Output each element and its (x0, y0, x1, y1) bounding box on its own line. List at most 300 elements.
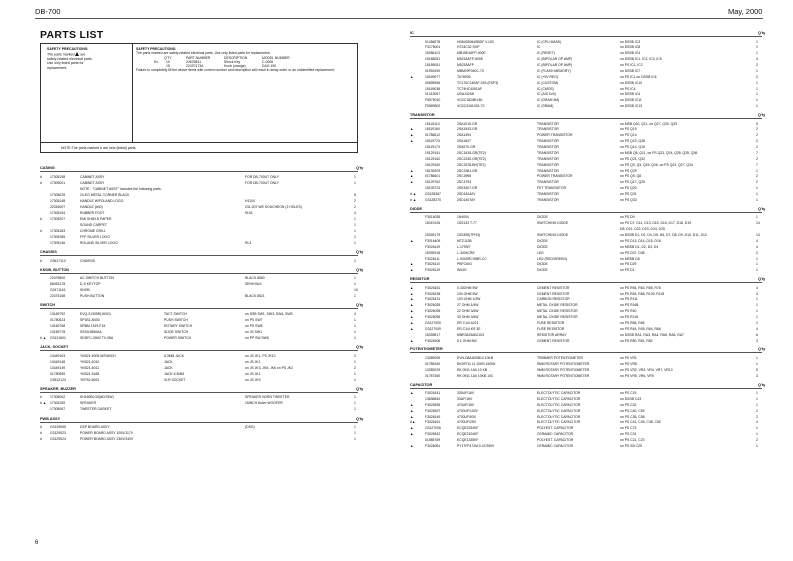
cell-part-number: G3121601 (50, 336, 66, 341)
section-qty-head: Q'ty (758, 347, 766, 352)
cell-description: 6.3MM JACK (164, 353, 184, 358)
cell-qty: 1 (756, 68, 758, 73)
table-row (410, 373, 762, 379)
cell-location: on DSSB IC1, IC2, IC3, IC5 (620, 57, 662, 62)
cell-part-number: 15169077 (425, 74, 441, 79)
cell-mark: ▲ (410, 268, 414, 273)
cell-qty: 1 (354, 377, 356, 382)
cell-location: on SSB SW1, SW3, SW4, SW5 (245, 311, 293, 316)
cell-description: CEMENT RESISTOR (537, 285, 570, 290)
cell-description: SLIDE SWITCH (164, 330, 189, 334)
cell-description: CHASSIS (80, 258, 95, 263)
cell-location: on PS VR2, VR3, VR4, VR7, VR10 (620, 367, 673, 372)
cell-spec: 2SC1815-GR(TE2) (457, 150, 486, 155)
table-row (410, 267, 762, 273)
cell-qty: 2 (756, 156, 758, 161)
cell-description: LED (RED/GREEN) (537, 256, 567, 261)
cell-spec: 1SS355(TPH3) (457, 233, 480, 238)
cell-qty: 1 (756, 168, 758, 173)
cell-qty: 4 (756, 420, 758, 425)
cell-part-number: F3026119 (425, 268, 441, 273)
cell-mark: # (40, 174, 42, 179)
cell-qty: 1 (756, 80, 758, 85)
cell-qty: 1 (756, 355, 758, 360)
cell-part-number: 15119173 (425, 145, 440, 150)
cell-qty: 1 (756, 396, 758, 401)
cell-location: on PS C41, C45, C48, C50 (620, 420, 661, 425)
section-name: SWITCH (40, 303, 55, 308)
cell-qty: 4 (756, 244, 758, 249)
cell-part-number: 13449149 (50, 365, 66, 370)
cell-part-number: 13289229 (425, 367, 441, 372)
cell-mark: #▲ (410, 420, 416, 425)
cell-description: RUBBER FOOT (80, 210, 105, 215)
cell-location: on PS R40 (620, 309, 637, 314)
cell-part-number: 13169778 (50, 330, 66, 334)
cell-qty: 2 (756, 133, 758, 138)
cell-spec: PY17FF472M,0.47/250V (457, 443, 495, 448)
cell-qty: 2 (756, 63, 758, 68)
cell-qty: 4 (354, 311, 356, 316)
cell-spec: 1SS133 T-77 (457, 221, 477, 226)
cell-mark: ▲ (410, 432, 414, 437)
cell-mark: # (40, 180, 42, 185)
cell-location: on PS SW8 (245, 323, 263, 328)
cell-description: TRANSISTOR (537, 156, 559, 161)
section-name: CASING (40, 166, 55, 170)
section-rule (410, 352, 762, 353)
cell-part-number: F3026141 (425, 391, 441, 395)
cell-description: METAL OXIDE RESISTOR (537, 315, 578, 320)
cell-description: SOUND CARPET (80, 222, 107, 227)
cell-qty: 5 (756, 367, 758, 372)
cell-description: TRANSISTOR (537, 168, 559, 173)
cell-mark: # (40, 228, 42, 233)
cell-spec: MBM29F040C-70 (457, 68, 484, 73)
cell-location: on PS D9 (620, 215, 635, 220)
cell-spec: ECQE1335KF (457, 438, 479, 443)
cell-spec: 2SC2240-GR(TE2) (457, 156, 486, 161)
cell-part-number: 17305148 (50, 198, 66, 203)
page-title: PARTS LIST (40, 29, 104, 41)
cell-description: TACT SWITCH (164, 311, 187, 316)
cell-description: KNOB (80, 288, 90, 293)
cell-description: IC (CPU MASK) (537, 39, 562, 44)
cell-location: on PS Q17, Q25 (620, 180, 645, 185)
cell-part-number: F3026110 (425, 262, 441, 267)
cell-part-number: 15129162 (425, 162, 441, 167)
section-qty-head: Q'ty (356, 416, 364, 421)
section-qty-head: Q'ty (758, 206, 766, 211)
cell-qty: 1 (354, 407, 356, 412)
cell-spec: 33 OHM 3/4W (457, 315, 479, 320)
cell-qty: 2 (756, 74, 758, 79)
table-row (40, 377, 358, 383)
cell-qty: 8 (354, 192, 356, 197)
section-rule (40, 422, 358, 423)
cell-description: 9MM ROTARY POTENTIOMETER (537, 373, 590, 378)
cell-mark: ▲ (410, 262, 414, 267)
cell-part-number: 13169792 (50, 311, 66, 316)
cell-part-number: 01992490 (425, 68, 441, 73)
cell-mark: ▲ (410, 168, 414, 173)
table-row (410, 443, 762, 449)
table-row (410, 103, 762, 109)
section-qty-head: Q'ty (356, 267, 364, 272)
section-rule (40, 392, 358, 393)
cell-description: POWER TRANSISTOR (537, 133, 573, 138)
cell-part-number: F3026035 (425, 309, 441, 314)
cell-spec: VG2C3161024-70 (457, 104, 485, 109)
cell-mark: ▲ (410, 315, 414, 320)
cell-location: on PS C32 (620, 402, 637, 407)
cell-spec: TA78005 (457, 74, 471, 79)
cell-location: on PS Q5, Q8 (620, 174, 642, 179)
cell-description: TRANSISTOR (537, 150, 559, 155)
cell-spec: RK 0911 1A0 10 KB (457, 367, 488, 372)
cell-location: on JS JK1 (245, 371, 261, 376)
cell-location: on PS IC1, IC2 (620, 63, 643, 68)
cell-location: on DSSB IC7 (620, 68, 641, 73)
section-name: PWB ASSY (40, 416, 61, 421)
cell-spec: 231-007 WE SOUCHEON (2 HOLES) (245, 204, 302, 209)
cell-qty: 1 (354, 336, 356, 341)
cell-part-number: F3026111 (425, 256, 440, 261)
cell-spec: 2SC4793 (457, 180, 472, 185)
cell-part-number: 17305001 (50, 180, 66, 185)
cell-mark: ▲ (410, 309, 414, 314)
cell-description: AC SWITCH BUTTON (80, 276, 114, 281)
cell-spec: 2SA1943-GR (457, 127, 478, 132)
cell-part-number: G3129523 (50, 431, 66, 436)
cell-location: on DSSB RA1, RA3, RA4, RA5, RA6, RA7 (620, 332, 684, 337)
cell-qty: 1 (354, 323, 356, 328)
cell-mark: ▲ (410, 139, 414, 144)
cell-spec: SDDFC-30H2 TV-08A (80, 336, 114, 341)
cell-part-number: 13449163 (50, 353, 66, 358)
cell-mark: # ▲ (40, 401, 47, 406)
cell-qty: 1 (756, 51, 758, 56)
cell-qty: 1 (756, 426, 758, 431)
cell-description: TRANSISTOR (537, 121, 559, 126)
cell-location: on PS R80, R81, R82 (620, 338, 653, 343)
safety-example-row: 15 22470173A Knob (orange) DAO-150 (166, 64, 277, 69)
section-rule (40, 255, 358, 256)
cell-spec: 2SK3307-GR (457, 186, 478, 191)
cell-spec: 33UF/16V (457, 396, 473, 401)
cell-mark: # ▲ (410, 192, 417, 197)
section-qty-head: Q'ty (356, 250, 364, 255)
cell-location: on PS Q33 (620, 198, 637, 202)
cell-location: on DSSB IC13 (620, 104, 643, 109)
cell-description: PUSH BUTTON (80, 294, 105, 299)
cell-description: IC (+5V REG) (537, 74, 559, 79)
cell-qty: 2 (354, 204, 356, 209)
section-rule (410, 282, 762, 283)
cell-part-number: F3026035 (425, 303, 441, 308)
cell-spec: SRBM 1519-F15 (80, 323, 106, 328)
cell-location: on PS Q21, Q32 (620, 156, 645, 161)
cell-qty: 1 (756, 268, 758, 273)
cell-description: CABINET ASSY (80, 174, 105, 179)
cell-description: IC (RESET) (537, 51, 555, 56)
cell-description: 24-EG METAL CORNER BLACK (80, 192, 130, 197)
cell-mark: # (40, 431, 42, 436)
cell-qty: 1 (354, 222, 356, 227)
cell-part-number: 13449148 (50, 359, 66, 364)
cell-location: on MSB Q8, Q11, on PS Q23, Q24, Q28, Q35, Q36 (620, 150, 698, 155)
cell-qty: 1 (756, 215, 758, 220)
cell-location: on PS D29 (620, 262, 637, 267)
cell-description: DIODE (537, 215, 548, 220)
cell-location: on DSSB IC8 (620, 45, 641, 50)
cell-description: SWITCHING DIODE (537, 233, 569, 238)
cell-location: on PS VR8 (620, 361, 637, 366)
cell-description: CERAMIC CAPACITOR (537, 432, 574, 437)
cell-spec: 2SA1015-GR (457, 121, 478, 126)
cell-spec: L-3404CRE (457, 250, 475, 255)
table-row (410, 338, 762, 344)
cell-description: EMI SHIELD PAPER (80, 216, 112, 221)
section-qty-head: Q'ty (758, 113, 766, 118)
cell-qty: 2 (756, 174, 758, 179)
cell-qty: 1 (756, 92, 758, 97)
cell-description: TRANSISTOR (537, 192, 559, 197)
cell-location: on JS SW1 (245, 330, 262, 334)
header-rule (35, 18, 763, 19)
cell-spec: 330UF/16V (457, 391, 475, 395)
cell-qty: 1 (756, 309, 758, 314)
cell-spec: M5218AFP-600E (457, 57, 484, 62)
cell-part-number: F3026161 (425, 420, 441, 425)
section-rule (410, 388, 762, 389)
cell-qty: 1 (354, 425, 356, 429)
cell-qty: 2 (756, 127, 758, 132)
header-model: DB-700 (35, 7, 61, 16)
table-row (40, 258, 358, 264)
cell-part-number: G3127006 (425, 426, 441, 431)
cell-spec: BLACK 8860 (245, 276, 265, 281)
cell-part-number: F3026131 (425, 297, 441, 302)
cell-part-number: G3127000 (425, 320, 441, 325)
cell-part-number: 13638560 (425, 396, 441, 401)
cell-qty: 6 (756, 332, 758, 337)
cell-description: ELECTOLYTIC CAPACITOR (537, 396, 581, 401)
cell-description: IC (BIPOLAR OP AMP) (537, 63, 573, 68)
cell-mark: ▲ (410, 443, 414, 448)
cell-mark: ▲ (410, 180, 414, 185)
cell-qty: 2 (756, 414, 758, 419)
cell-description: NOTE : "CABINET ASSY" includes the following parts. (80, 186, 162, 191)
cell-spec: VG2C162/BH-80 (457, 98, 483, 103)
cell-description: RESISTOR ARRAY (537, 332, 567, 337)
cell-mark: ▲ (410, 391, 414, 395)
cell-description: POWER SWITCH (164, 336, 192, 341)
cell-part-number: 17305025 (50, 192, 66, 197)
safety-left-line: Use only listed parts for (47, 61, 84, 65)
cell-description: POLYEST. CAPACITOR (537, 438, 574, 443)
cell-location: on MSSB D1, D2, D3, D4 (620, 244, 659, 249)
safety-note: Failure to completely fill the above items with correct number and description will result in delay order or an unidentified replacement. (136, 68, 335, 73)
cell-spec: HD6433064SBDF V.100 (457, 39, 494, 44)
cell-qty: 2 (756, 438, 758, 443)
cell-description: JACK (164, 359, 173, 364)
cell-spec: L-934SRC/SBR-CC (457, 256, 487, 261)
safety-example-row: Ex. 10 22676841 Shock Key C-0006 (154, 59, 274, 64)
cell-location: on PS C35, C58 (620, 414, 645, 419)
cell-location: on DSSB IC4 (620, 92, 641, 97)
cell-spec: (DSG) (245, 425, 255, 429)
section-name: RESISTOR (410, 277, 430, 282)
cell-qty: 1 (354, 216, 356, 221)
safety-right-title: SAFETY PRECAUTIONS: (136, 47, 177, 51)
cell-spec: 2SA1494 (457, 133, 471, 138)
header-date: May, 2000 (728, 7, 763, 16)
cell-location: on DSSB D1, D2, D4, D5, D6, D7, D8, D9, D10, D11, D12 (620, 233, 707, 238)
safety-left-title: SAFETY PRECAUTIONS: (47, 47, 89, 51)
section-qty-head: Q'ty (356, 303, 364, 308)
section-qty-head: Q'ty (758, 382, 766, 387)
section-rule (40, 171, 358, 172)
cell-qty: 4 (756, 326, 758, 331)
cell-description: CABINET ASSY (80, 180, 105, 185)
cell-qty: 5 (756, 121, 758, 126)
cell-mark: ▲ (410, 326, 414, 331)
cell-qty: 1 (756, 262, 758, 267)
cell-part-number: 17305185 (50, 235, 66, 239)
cell-description: DIODE (537, 238, 548, 243)
cell-qty: 2 (756, 408, 758, 413)
section-name: POTENTIOMETER (410, 347, 443, 352)
cell-mark: # ▲ (410, 198, 417, 202)
cell-mark: ▲ (410, 402, 414, 407)
cell-part-number: 15286113 (425, 51, 440, 56)
section-name: KNOB, BUTTON (40, 267, 70, 272)
cell-spec: YKB21-6005 W/SWICH (80, 353, 116, 358)
cell-description: CHROME GRILL (80, 228, 106, 233)
cell-qty: 13 (756, 233, 760, 238)
cell-location: on MSB Q10, Q11, on Q27, Q30, Q33 (620, 121, 678, 126)
cell-spec: 100 OHM 5W (457, 291, 478, 296)
cell-qty: 4 (756, 238, 758, 243)
cell-qty: 1 (354, 437, 356, 442)
cell-part-number: G3128370 (425, 198, 441, 202)
cell-location: on JS JK9 (245, 377, 261, 382)
cell-spec: MB15E4AFP-400E (457, 51, 486, 56)
cell-spec: 4700UF/63V (457, 414, 477, 419)
cell-qty: 1 (756, 256, 758, 261)
section-qty-head: Q'ty (356, 345, 364, 350)
cell-description: IC (CMOS) (537, 86, 554, 91)
cell-spec: 4700UF/25V (457, 420, 477, 425)
cell-location: on PS R63, R68, R109, R118 (620, 291, 665, 296)
cell-description: ELECTOLYTIC CAPACITOR (537, 414, 581, 419)
cell-description: POWER TRANSISTOR (537, 174, 573, 179)
safety-left-line: replacement. (47, 65, 68, 70)
cell-description: 9MM ROTARY POTENTIOMETER (537, 361, 590, 366)
cell-spec: YKF52-6003 (80, 377, 100, 382)
cell-qty: 2 (354, 365, 356, 370)
cell-location: on PS VR1 (620, 355, 637, 360)
cell-spec: EVQ-21305R(160G) (80, 311, 111, 316)
cell-location: on PS C19 (620, 391, 637, 395)
cell-location: on PS IC1 on DSSB IC6 (620, 74, 657, 79)
cell-mark: ▲ (410, 320, 414, 325)
cell-description: JACK (164, 365, 173, 370)
cell-qty: 2 (756, 180, 758, 185)
cell-spec: RK 0911 1A0 10KB 10C (457, 373, 494, 378)
cell-description: IC (FLASH MEMORY) (537, 68, 571, 73)
cell-location: on PS IC4 (620, 86, 636, 91)
cell-location: on PS VR5, VR6, VR9 (620, 373, 654, 378)
cell-description: LED (537, 250, 544, 255)
cell-description: PUSH SWITCH (164, 317, 188, 322)
cell-description: POWER BOARD ASSY 100V/117V (80, 431, 134, 436)
cell-spec: H1104 (245, 198, 255, 203)
cell-location: on PS Q14, Q15 (620, 145, 645, 150)
cell-spec: SPEAKER HORN TWEETER (245, 395, 290, 400)
new-parts-notice: NOTE:The parts marked # are new (initial) parts. (40, 143, 358, 153)
cell-location: on PS R111 (620, 297, 638, 302)
cell-description: TRANSISTOR (537, 198, 559, 202)
cell-part-number: F3026535 (425, 402, 441, 407)
cell-mark: ▲ (410, 426, 414, 431)
cell-part-number: F3026537 (425, 408, 441, 413)
cell-spec: W04G (457, 268, 467, 273)
cell-part-number: 15339817 (425, 332, 441, 337)
cell-spec: 9104 (245, 210, 253, 215)
cell-location: on PS D37, D38 (620, 250, 645, 255)
cell-part-number: G3617110 (50, 258, 66, 263)
cell-spec: ER C1/4 KR 3E (457, 326, 481, 331)
cell-description: SPEAKER (80, 401, 97, 406)
cell-location: on PS D1 (620, 268, 635, 273)
cell-part-number: 17305154 (50, 210, 66, 215)
cell-mark: ▲ (410, 338, 414, 343)
section-qty-head: Q'ty (758, 31, 766, 35)
cell-part-number: F3016035 (425, 215, 441, 220)
section-name: IC (410, 31, 414, 35)
cell-part-number: G3512123 (50, 377, 66, 382)
cell-qty: 1 (354, 235, 356, 239)
cell-description: IC (BIPOLAR OP AMP) (537, 57, 573, 62)
cell-mark: # ▲ (40, 336, 47, 341)
cell-mark: # (40, 395, 42, 400)
safety-left-line: The parts marked are (47, 52, 86, 56)
cell-part-number: 15139723 (425, 186, 441, 191)
cell-description: METAL OXIDE RESISTOR (537, 303, 578, 308)
cell-location: on PS Q31 (620, 192, 637, 197)
cell-part-number: F5589502 (425, 104, 441, 109)
cell-part-number: 15169036 (425, 86, 441, 91)
cell-qty: 1 (354, 294, 356, 299)
cell-spec: 2SC3378-BH(TE2) (457, 162, 486, 167)
cell-description: SWITCHING DIODE (537, 221, 569, 226)
cell-part-number: 22475800 (50, 276, 66, 281)
cell-part-number: 22475158 (50, 294, 66, 299)
cell-location: on PS Q20 (620, 186, 637, 191)
cell-spec: 5.1 OHM 5W (457, 338, 477, 343)
cell-qty: 1 (756, 361, 758, 366)
cell-part-number: F3026051 (425, 443, 441, 448)
cell-spec: PBFC603 (457, 262, 472, 267)
cell-location: on PS C40, C59 (620, 408, 645, 413)
cell-spec: ECQE2104KF (457, 432, 479, 437)
cell-qty: 2 (756, 320, 758, 325)
cell-qty: 1 (756, 315, 758, 320)
cell-qty: 2 (756, 250, 758, 255)
cell-spec: TC170C140AF-033 (ESP3) (457, 80, 499, 85)
